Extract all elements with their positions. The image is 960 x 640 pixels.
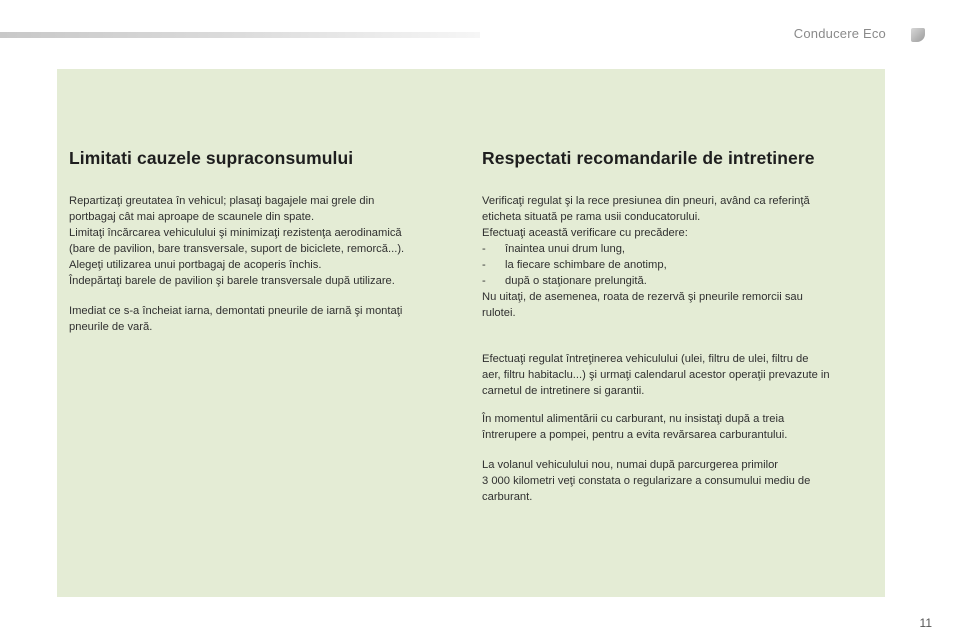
text-line: Alegeţi utilizarea unui portbagaj de acoperis închis. (69, 259, 322, 271)
left-section-title: Limitati cauzele supraconsumului (69, 148, 354, 168)
text-line: La volanul vehiculului nou, numai după parcurgerea primilor (482, 459, 779, 471)
right-paragraph-2 (482, 351, 874, 399)
page-number: 11 (919, 616, 932, 630)
text-line: Îndepărtaţi barele de pavilion şi barele transversale după utilizare. (69, 275, 395, 287)
bullet-dash: - (482, 275, 486, 287)
text-line: Nu uitaţi, de asemenea, roata de rezervă şi pneurile remorcii sau (482, 291, 803, 303)
text-line: carnetul de intretinere si garantii. (482, 385, 645, 397)
text-line: aer, filtru habitaclu...) şi urmaţi calendarul acestor operaţii prevazute in (482, 369, 830, 381)
text-line: Limitaţi încărcarea vehiculului şi minimizaţi rezistenţa aerodinamică (69, 227, 402, 239)
chapter-title: Conducere Eco (793, 26, 886, 41)
text-line: Efectuaţi regulat întreţinerea vehiculului (ulei, filtru de ulei, filtru de (482, 353, 809, 365)
text-line: eticheta situată pe rama usii conducatorului. (482, 211, 701, 223)
bullet-text: înaintea unui drum lung, (505, 243, 626, 255)
right-paragraph-3 (482, 411, 874, 443)
text-line: portbagaj cât mai aproape de scaunele din spate. (69, 211, 315, 223)
list-item (482, 241, 874, 257)
text-line: Repartizaţi greutatea în vehicul; plasaţi bagajele mai grele din (69, 195, 375, 207)
text-line: 3 000 kilometri veţi constata o regularizare a consumului mediu de (482, 475, 811, 487)
list-item (482, 273, 874, 289)
left-column (69, 148, 449, 335)
right-section-title: Respectati recomandarile de intretinere (482, 148, 815, 168)
header-rule (0, 32, 480, 38)
text-line: (bare de pavilion, bare transversale, suport de biciclete, remorcă...). (69, 243, 405, 255)
list-item (482, 257, 874, 273)
left-paragraph-1 (69, 193, 449, 289)
right-paragraph-4 (482, 457, 874, 505)
right-column (482, 148, 874, 505)
bullet-dash: - (482, 259, 486, 271)
chapter-marker-icon (911, 28, 925, 42)
right-paragraph-1 (482, 193, 874, 321)
bullet-text: după o staţionare prelungită. (505, 275, 647, 287)
bullet-text: la fiecare schimbare de anotimp, (505, 259, 667, 271)
text-line: rulotei. (482, 307, 516, 319)
text-line: În momentul alimentării cu carburant, nu insistaţi după a treia (482, 413, 785, 425)
text-line: Efectuaţi această verificare cu precădere: (482, 227, 688, 239)
text-line: întrerupere a pompei, pentru a evita revărsarea carburantului. (482, 429, 788, 441)
text-line: Imediat ce s-a încheiat iarna, demontati pneurile de iarnă şi montaţi (69, 305, 403, 317)
bullet-dash: - (482, 243, 486, 255)
text-line: Verificaţi regulat şi la rece presiunea din pneuri, având ca referinţă (482, 195, 810, 207)
text-line: carburant. (482, 491, 533, 503)
left-paragraph-2 (69, 303, 449, 335)
text-line: pneurile de vară. (69, 321, 153, 333)
